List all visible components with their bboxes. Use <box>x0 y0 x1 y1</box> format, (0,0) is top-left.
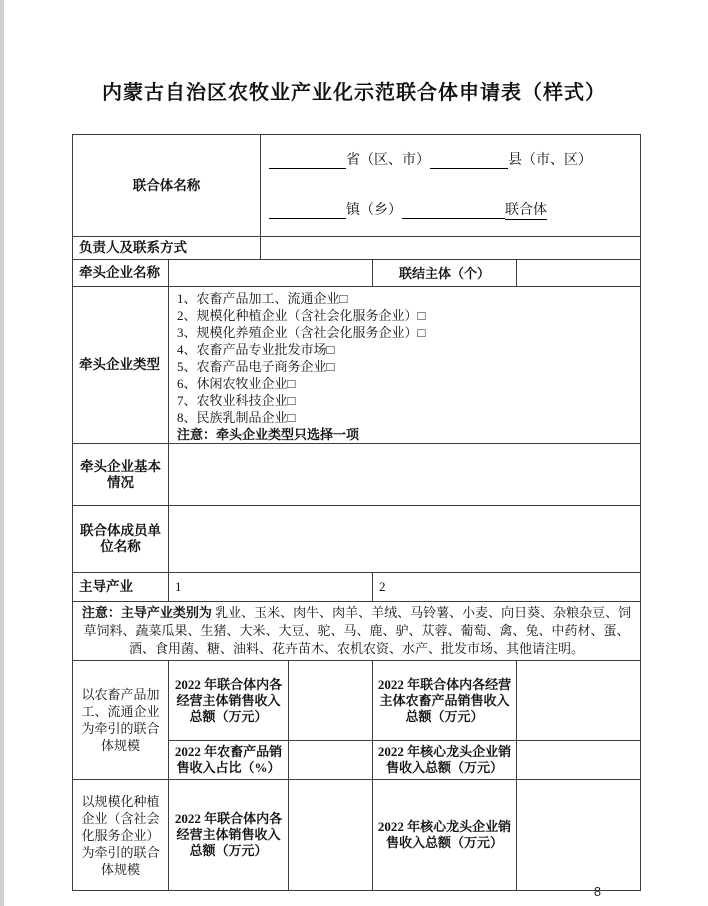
planting-core-revenue-input-cell[interactable] <box>517 780 641 891</box>
total-revenue-input-cell[interactable] <box>289 661 373 741</box>
consortium-blank[interactable] <box>402 203 505 219</box>
name-line-town <box>269 203 634 219</box>
contact-label: 负责人及联系方式 <box>73 237 261 260</box>
member-units-input-cell[interactable] <box>169 506 641 573</box>
scale-processing-label: 以农畜产品加工、流通企业为牵引的联合体规模 <box>73 661 169 780</box>
lead-enterprise-basic-input-cell[interactable] <box>169 444 641 506</box>
scale-planting-label: 以规模化种植企业（含社会化服务企业）为牵引的联合体规模 <box>73 780 169 891</box>
industry-note-text: 乳业、玉米、肉牛、肉羊、羊绒、马铃薯、小麦、向日葵、杂粮杂豆、饲草饲料、蔬菜瓜果、生猪、大米、大豆、驼、马、鹿、驴、苁蓉、葡萄、禽、兔、中药材、蛋、酒、食用菌、糖、油料、花卉苗木、农机农资、水产、批发市场、其他请注明。 <box>83 605 632 656</box>
member-units-label: 联合体成员单位名称 <box>73 506 169 573</box>
lead-enterprise-name-label: 牵头企业名称 <box>73 260 169 287</box>
consortium-name-label: 联合体名称 <box>73 135 261 237</box>
type-option-1[interactable]: 1、农畜产品加工、流通企业□ <box>177 291 348 306</box>
type-option-8[interactable]: 8、民族乳制品企业□ <box>177 410 296 425</box>
province-blank[interactable] <box>269 153 346 169</box>
planting-total-revenue-header: 2022 年联合体内各经营主体销售收入总额（万元） <box>169 780 289 891</box>
main-industry-label: 主导产业 <box>73 573 169 602</box>
core-enterprise-revenue-header: 2022 年核心龙头企业销售收入总额（万元） <box>373 741 517 780</box>
county-suffix: 县（市、区） <box>508 153 592 168</box>
lead-enterprise-name-input-cell[interactable] <box>169 260 373 287</box>
province-suffix: 省（区、市） <box>346 153 430 168</box>
total-revenue-header: 2022 年联合体内各经营主体销售收入总额（万元） <box>169 661 289 741</box>
type-option-4[interactable]: 4、农畜产品专业批发市场□ <box>177 342 335 357</box>
town-suffix: 镇（乡） <box>346 203 402 218</box>
planting-total-revenue-input-cell[interactable] <box>289 780 373 891</box>
ag-product-revenue-header: 2022 年联合体内各经营主体农畜产品销售收入总额（万元） <box>373 661 517 741</box>
linked-entities-input-cell[interactable] <box>517 260 641 287</box>
core-enterprise-revenue-input-cell[interactable] <box>517 741 641 780</box>
industry-note-cell <box>73 602 641 661</box>
type-option-7[interactable]: 7、农牧业科技企业□ <box>177 393 296 408</box>
planting-core-revenue-header: 2022 年核心龙头企业销售收入总额（万元） <box>373 780 517 891</box>
revenue-ratio-header: 2022 年农畜产品销售收入占比（%） <box>169 741 289 780</box>
name-line-province <box>269 153 634 169</box>
main-industry-input-2[interactable]: 2 <box>373 573 641 602</box>
revenue-ratio-input-cell[interactable] <box>289 741 373 780</box>
ag-product-revenue-input-cell[interactable] <box>517 661 641 741</box>
type-selection-note: 注意：牵头企业类型只选择一项 <box>177 427 360 442</box>
town-blank[interactable] <box>269 203 346 219</box>
lead-enterprise-basic-label: 牵头企业基本情况 <box>73 444 169 506</box>
consortium-name-cell[interactable] <box>261 135 641 237</box>
linked-entities-label: 联结主体（个） <box>373 260 517 287</box>
page-title: 内蒙古自治区农牧业产业化示范联合体申请表（样式） <box>102 82 606 104</box>
type-option-6[interactable]: 6、休闲农牧业企业□ <box>177 376 296 391</box>
application-form-table <box>72 134 641 891</box>
consortium-suffix: 联合体 <box>505 203 547 218</box>
page-number: 8 <box>594 885 601 899</box>
lead-enterprise-type-options-cell <box>169 287 641 444</box>
contact-input-cell[interactable] <box>261 237 641 260</box>
type-option-3[interactable]: 3、规模化养殖企业（含社会化服务企业）□ <box>177 325 426 340</box>
lead-enterprise-type-label: 牵头企业类型 <box>73 287 169 444</box>
county-blank[interactable] <box>430 153 508 169</box>
type-option-2[interactable]: 2、规模化种植企业（含社会化服务企业）□ <box>177 308 426 323</box>
industry-note-bold: 注意：主导产业类别为 <box>81 605 212 620</box>
page-edge <box>0 0 4 906</box>
main-industry-input-1[interactable]: 1 <box>169 573 373 602</box>
type-option-5[interactable]: 5、农畜产品电子商务企业□ <box>177 359 335 374</box>
